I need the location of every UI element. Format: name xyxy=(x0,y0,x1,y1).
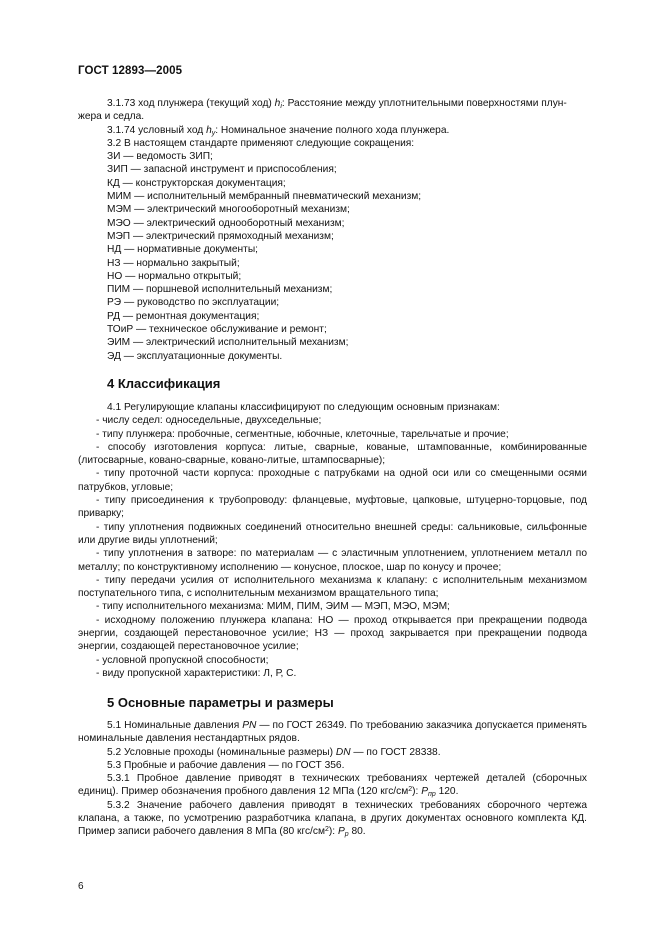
symbol-subscript: пр xyxy=(428,791,436,799)
list-item: ЭИМ — электрический исполнительный механизм; xyxy=(107,337,349,349)
list-item: - виду пропускной характеристики: Л, Р, С. xyxy=(96,667,297,679)
list-item: - типу передачи усилия от исполнительного механизма к клапану: с исполнительным механизмом поступательного типа, с исполнительным механизмом вращательного типа; xyxy=(78,574,587,600)
clause-5-3-2 xyxy=(78,799,587,839)
list-item: - типу уплотнения подвижных соединений относительно внешней среды: сальниковые, сильфонные или другие виды уплотнений; xyxy=(78,521,587,546)
list-item: - способу изготовления корпуса: литые, сварные, кованые, штампованные, комбинированные (литосварные, ковано-сварные, ковано-литые, штампосварные); xyxy=(78,441,587,467)
symbol: PN xyxy=(242,720,257,731)
list-item: МЭП — электрический прямоходный механизм; xyxy=(107,230,334,242)
list-item: - условной пропускной способности; xyxy=(96,654,269,666)
list-item: - типу присоединения к трубопроводу: фланцевые, муфтовые, цапковые, штуцерно-торцовые, под приварку; xyxy=(78,495,587,520)
superscript: 2 xyxy=(324,826,329,834)
clause-number: 3.1.74 xyxy=(107,124,136,136)
list-item: - числу седел: односедельные, двухседельные; xyxy=(96,415,322,427)
text: 80. xyxy=(348,826,366,838)
list-item: - типу уплотнения в затворе: по материалам — с эластичным уплотнением, уплотнением металл по металлу; по конструктивному исполнению — конусное, плоское, шар по конусу и прочее; xyxy=(78,548,587,573)
list-item: ЗИП — запасной инструмент и приспособления; xyxy=(107,164,337,176)
list-item: МИМ — исполнительный мембранный пневматический механизм; xyxy=(107,191,422,203)
text: 5.1 Номинальные давления xyxy=(107,720,243,731)
definition-3-1-73 xyxy=(78,97,587,124)
list-item: МЭО — электрический однооборотный механизм; xyxy=(107,217,345,229)
list-item: - исходному положению плунжера клапана: НО — проход открывается при прекращении подвода энергии, создающей перестановочное усилие; НЗ — проход закрывается при прекращении подвода энергии, создающей перестановочное усилие; xyxy=(78,614,587,653)
symbol: P xyxy=(421,786,429,798)
symbol: DN xyxy=(335,746,351,758)
text: 5.2 Условные проходы (номинальные размеры) xyxy=(107,746,336,758)
clause-4-1: 4.1 Регулирующие клапаны классифицируют по следующим основным признакам: xyxy=(107,402,500,413)
list-item: РЭ — руководство по эксплуатации; xyxy=(107,297,280,309)
clause-5-1 xyxy=(78,719,587,746)
term: условный ход xyxy=(138,124,204,136)
text: ): xyxy=(412,786,422,798)
definition-text: : Номинальное значение полного хода плунжера. xyxy=(215,124,450,136)
list-item: ТОиР — техническое обслуживание и ремонт; xyxy=(107,324,327,336)
page-number: 6 xyxy=(78,881,84,892)
text: 5.3.2 Значение рабочего давления приводят в технических требованиях сборочного чертежа клапана, а также, по усмотрению разработчика клапана, в других документах основного комплекта КД. Пример записи рабочего давления 8 МПа (80 кгс/см xyxy=(78,799,587,838)
clause-5-3-1 xyxy=(78,772,587,799)
list-item: КД — конструкторская документация; xyxy=(107,177,286,189)
abbreviations-list xyxy=(78,150,587,363)
list-item: - типу плунжера: пробочные, сегментные, юбочные, клеточные, тарельчатые и прочие; xyxy=(96,428,509,440)
definition-text: : Расстояние между уплотнительными поверхностями плун- xyxy=(281,98,567,109)
clause-5-2 xyxy=(78,746,587,759)
section-5-heading: 5 Основные параметры и размеры xyxy=(107,695,334,710)
section-4-body xyxy=(78,401,587,680)
clause-number: 3.1.73 xyxy=(107,98,136,109)
text: 5.3.1 Пробное давление приводят в технических требованиях чертежей деталей (сборочных единиц). Пример обозначения пробного давления 12 МПа (120 кгс/см xyxy=(78,773,587,798)
definition-3-1-74 xyxy=(78,124,587,137)
symbol-subscript: р xyxy=(344,831,349,839)
superscript: 2 xyxy=(408,786,413,794)
list-item: ЗИ — ведомость ЗИП; xyxy=(107,151,213,163)
text: ): xyxy=(328,826,338,838)
list-item: МЭМ — электрический многооборотный механизм; xyxy=(107,204,350,216)
symbol-subscript: i xyxy=(280,103,282,110)
definitions-block xyxy=(78,97,587,363)
list-item: НО — нормально открытый; xyxy=(107,270,242,282)
section-4-heading: 4 Классификация xyxy=(107,376,221,391)
symbol: h xyxy=(274,98,281,109)
term: ход плунжера (текущий ход) xyxy=(138,98,272,109)
list-item: НЗ — нормально закрытый; xyxy=(107,257,240,269)
text: 120. xyxy=(435,786,459,798)
text: — по ГОСТ 26349. По требованию заказчика допускается применять номинальные давления нестандартных рядов. xyxy=(78,720,587,745)
symbol: P xyxy=(337,826,345,838)
document-header: ГОСТ 12893—2005 xyxy=(78,65,183,77)
list-item: НД — нормативные документы; xyxy=(107,244,258,256)
list-item: ПИМ — поршневой исполнительный механизм; xyxy=(107,284,333,296)
definition-text-cont: жера и седла. xyxy=(78,111,145,123)
symbol: h xyxy=(206,124,212,136)
list-item: РД — ремонтная документация; xyxy=(107,310,260,322)
text: — по ГОСТ 28338. xyxy=(350,746,441,758)
clause-5-3: 5.3 Пробные и рабочие давления — по ГОСТ 356. xyxy=(107,759,345,771)
list-item: - типу проточной части корпуса: проходные с патрубками на одной оси или со смещенными осями патрубков, угловые; xyxy=(78,468,587,493)
section-5-body xyxy=(78,719,587,839)
list-item: ЭД — эксплуатационные документы. xyxy=(107,350,283,362)
list-item: - типу исполнительного механизма: МИМ, ПИМ, ЭИМ — МЭП, МЭО, МЭМ; xyxy=(96,601,450,613)
clause-3-2: 3.2 В настоящем стандарте применяют следующие сокращения: xyxy=(107,137,415,149)
symbol-subscript: y xyxy=(211,129,216,137)
